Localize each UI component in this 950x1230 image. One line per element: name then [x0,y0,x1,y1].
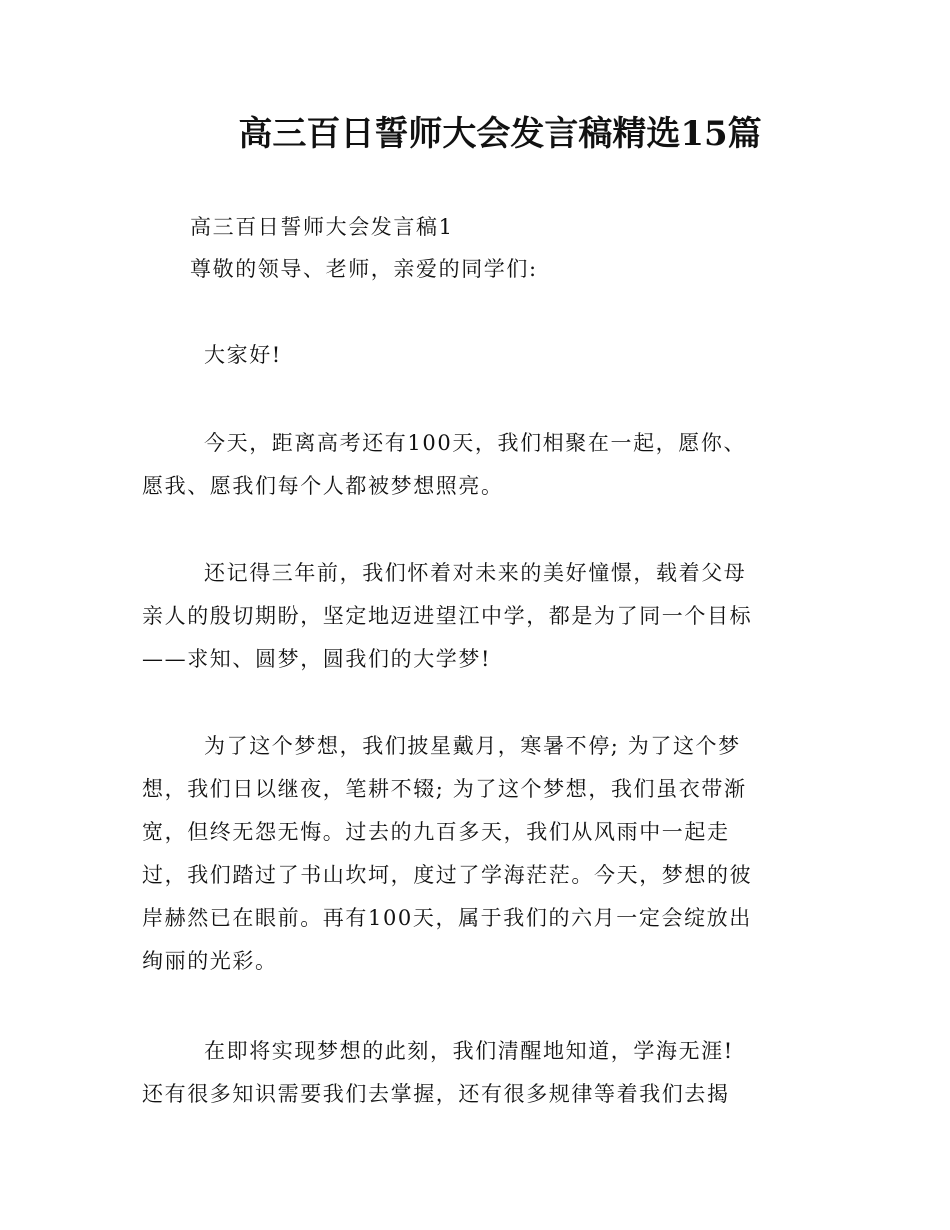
paragraph-line: 愿我、愿我们每个人都被梦想照亮。 [142,474,504,498]
paragraph-line: 还记得三年前，我们怀着对未来的美好憧憬，载着父母 [204,561,747,585]
paragraph-line: 亲人的殷切期盼，坚定地迈进望江中学，都是为了同一个目标 [142,604,753,628]
greeting: 大家好! [204,343,282,367]
paragraph-line: 绚丽的光彩。 [142,949,278,973]
paragraph-line: 过，我们踏过了书山坎坷，度过了学海茫茫。今天，梦想的彼 [142,863,753,887]
document-title: 高三百日誓师大会发言稿精选15篇 [238,114,762,154]
paragraph-line: ——求知、圆梦，圆我们的大学梦! [142,647,492,671]
salutation: 尊敬的领导、老师，亲爱的同学们: [190,257,538,281]
paragraph-line: 为了这个梦想，我们披星戴月，寒暑不停; 为了这个梦 [204,734,741,758]
section-heading: 高三百日誓师大会发言稿1 [190,215,454,239]
paragraph-line: 想，我们日以继夜，笔耕不辍; 为了这个梦想，我们虽衣带渐 [142,777,747,801]
paragraph-line: 宽，但终无怨无悔。过去的九百多天，我们从风雨中一起走 [142,820,730,844]
paragraph-line: 还有很多知识需要我们去掌握，还有很多规律等着我们去揭 [142,1082,730,1106]
paragraph-line: 今天，距离高考还有100天，我们相聚在一起，愿你、 [204,431,747,455]
paragraph-line: 岸赫然已在眼前。再有100天，属于我们的六月一定会绽放出 [142,906,752,930]
paragraph-line: 在即将实现梦想的此刻，我们清醒地知道，学海无涯! [204,1039,734,1063]
